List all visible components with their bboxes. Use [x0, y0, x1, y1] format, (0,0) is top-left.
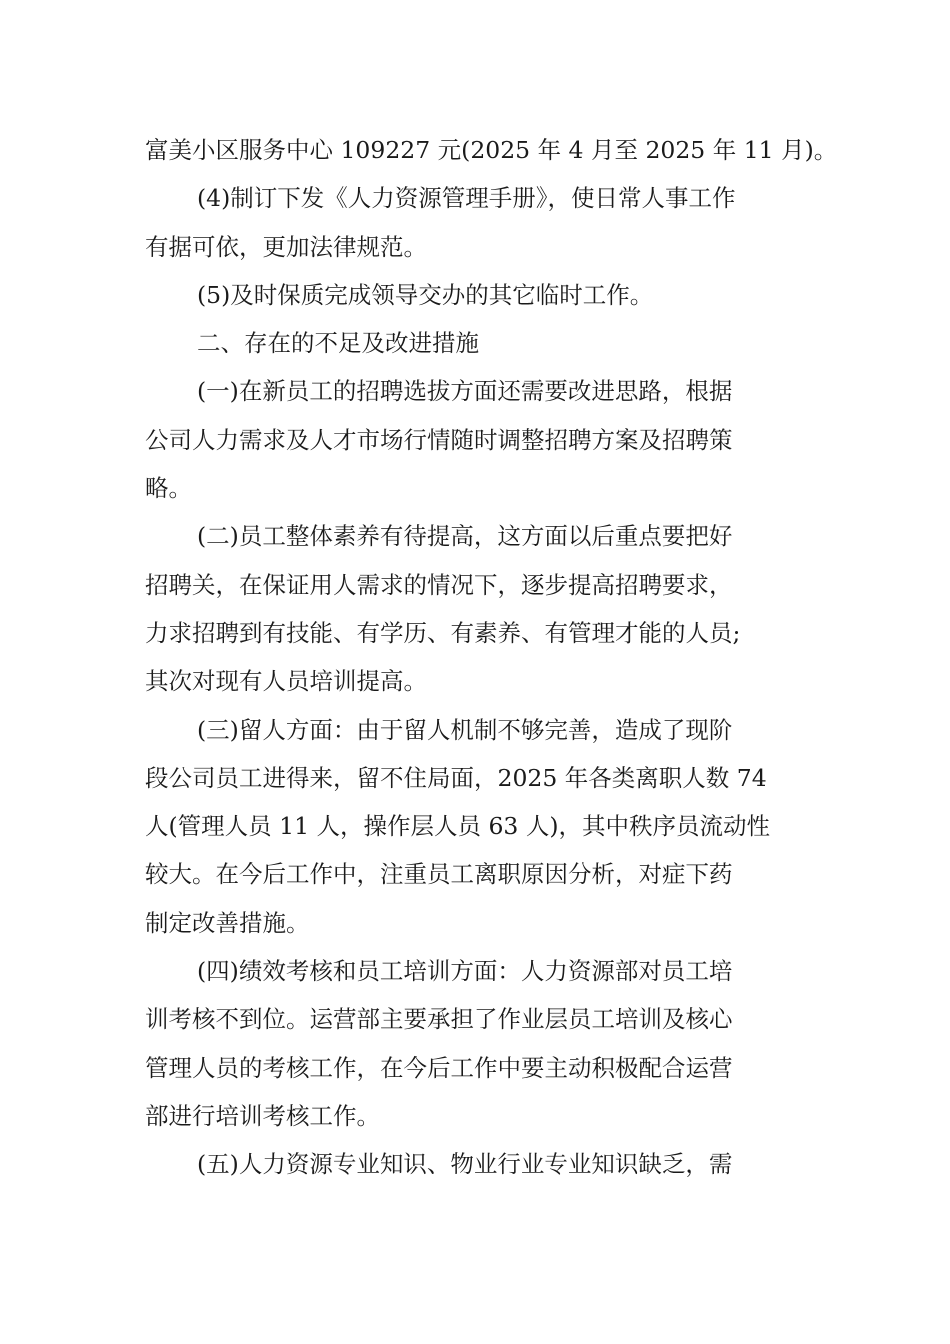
text-line: 其次对现有人员培训提高。	[145, 667, 427, 696]
text-line: (一)在新员工的招聘选拔方面还需要改进思路，根据	[197, 377, 733, 406]
text-line: 较大。在今后工作中，注重员工离职原因分析，对症下药	[145, 860, 733, 889]
text-line: (4)制订下发《人力资源管理手册》，使日常人事工作	[197, 184, 736, 213]
text-line: 公司人力需求及人才市场行情随时调整招聘方案及招聘策	[145, 425, 733, 454]
text-line: 训考核不到位。运营部主要承担了作业层员工培训及核心	[145, 1005, 733, 1034]
section-heading: 二、存在的不足及改进措施	[197, 329, 479, 358]
text-line: 段公司员工进得来，留不住局面，2025 年各类离职人数 74	[145, 763, 767, 792]
text-line: 制定改善措施。	[145, 908, 310, 937]
text-line: 招聘关，在保证用人需求的情况下，逐步提高招聘要求，	[145, 570, 733, 599]
text-line: 略。	[145, 474, 192, 503]
document-body	[145, 126, 838, 1189]
text-line: 富美小区服务中心 109227 元(2025 年 4 月至 2025 年 11 月)。	[145, 136, 838, 164]
text-line: (二)员工整体素养有待提高，这方面以后重点要把好	[197, 522, 733, 551]
text-line: 管理人员的考核工作，在今后工作中要主动积极配合运营	[145, 1053, 733, 1082]
text-line: 有据可依，更加法律规范。	[145, 232, 427, 261]
text-line: (五)人力资源专业知识、物业行业专业知识缺乏，需	[197, 1150, 733, 1179]
text-line: 力求招聘到有技能、有学历、有素养、有管理才能的人员;	[145, 618, 741, 647]
text-line: 部进行培训考核工作。	[145, 1101, 380, 1130]
text-line: (三)留人方面：由于留人机制不够完善，造成了现阶	[197, 715, 733, 744]
text-line: (四)绩效考核和员工培训方面：人力资源部对员工培	[197, 957, 733, 986]
text-line: 人(管理人员 11 人，操作层人员 63 人)，其中秩序员流动性	[145, 812, 771, 841]
text-line: (5)及时保质完成领导交办的其它临时工作。	[197, 280, 654, 309]
